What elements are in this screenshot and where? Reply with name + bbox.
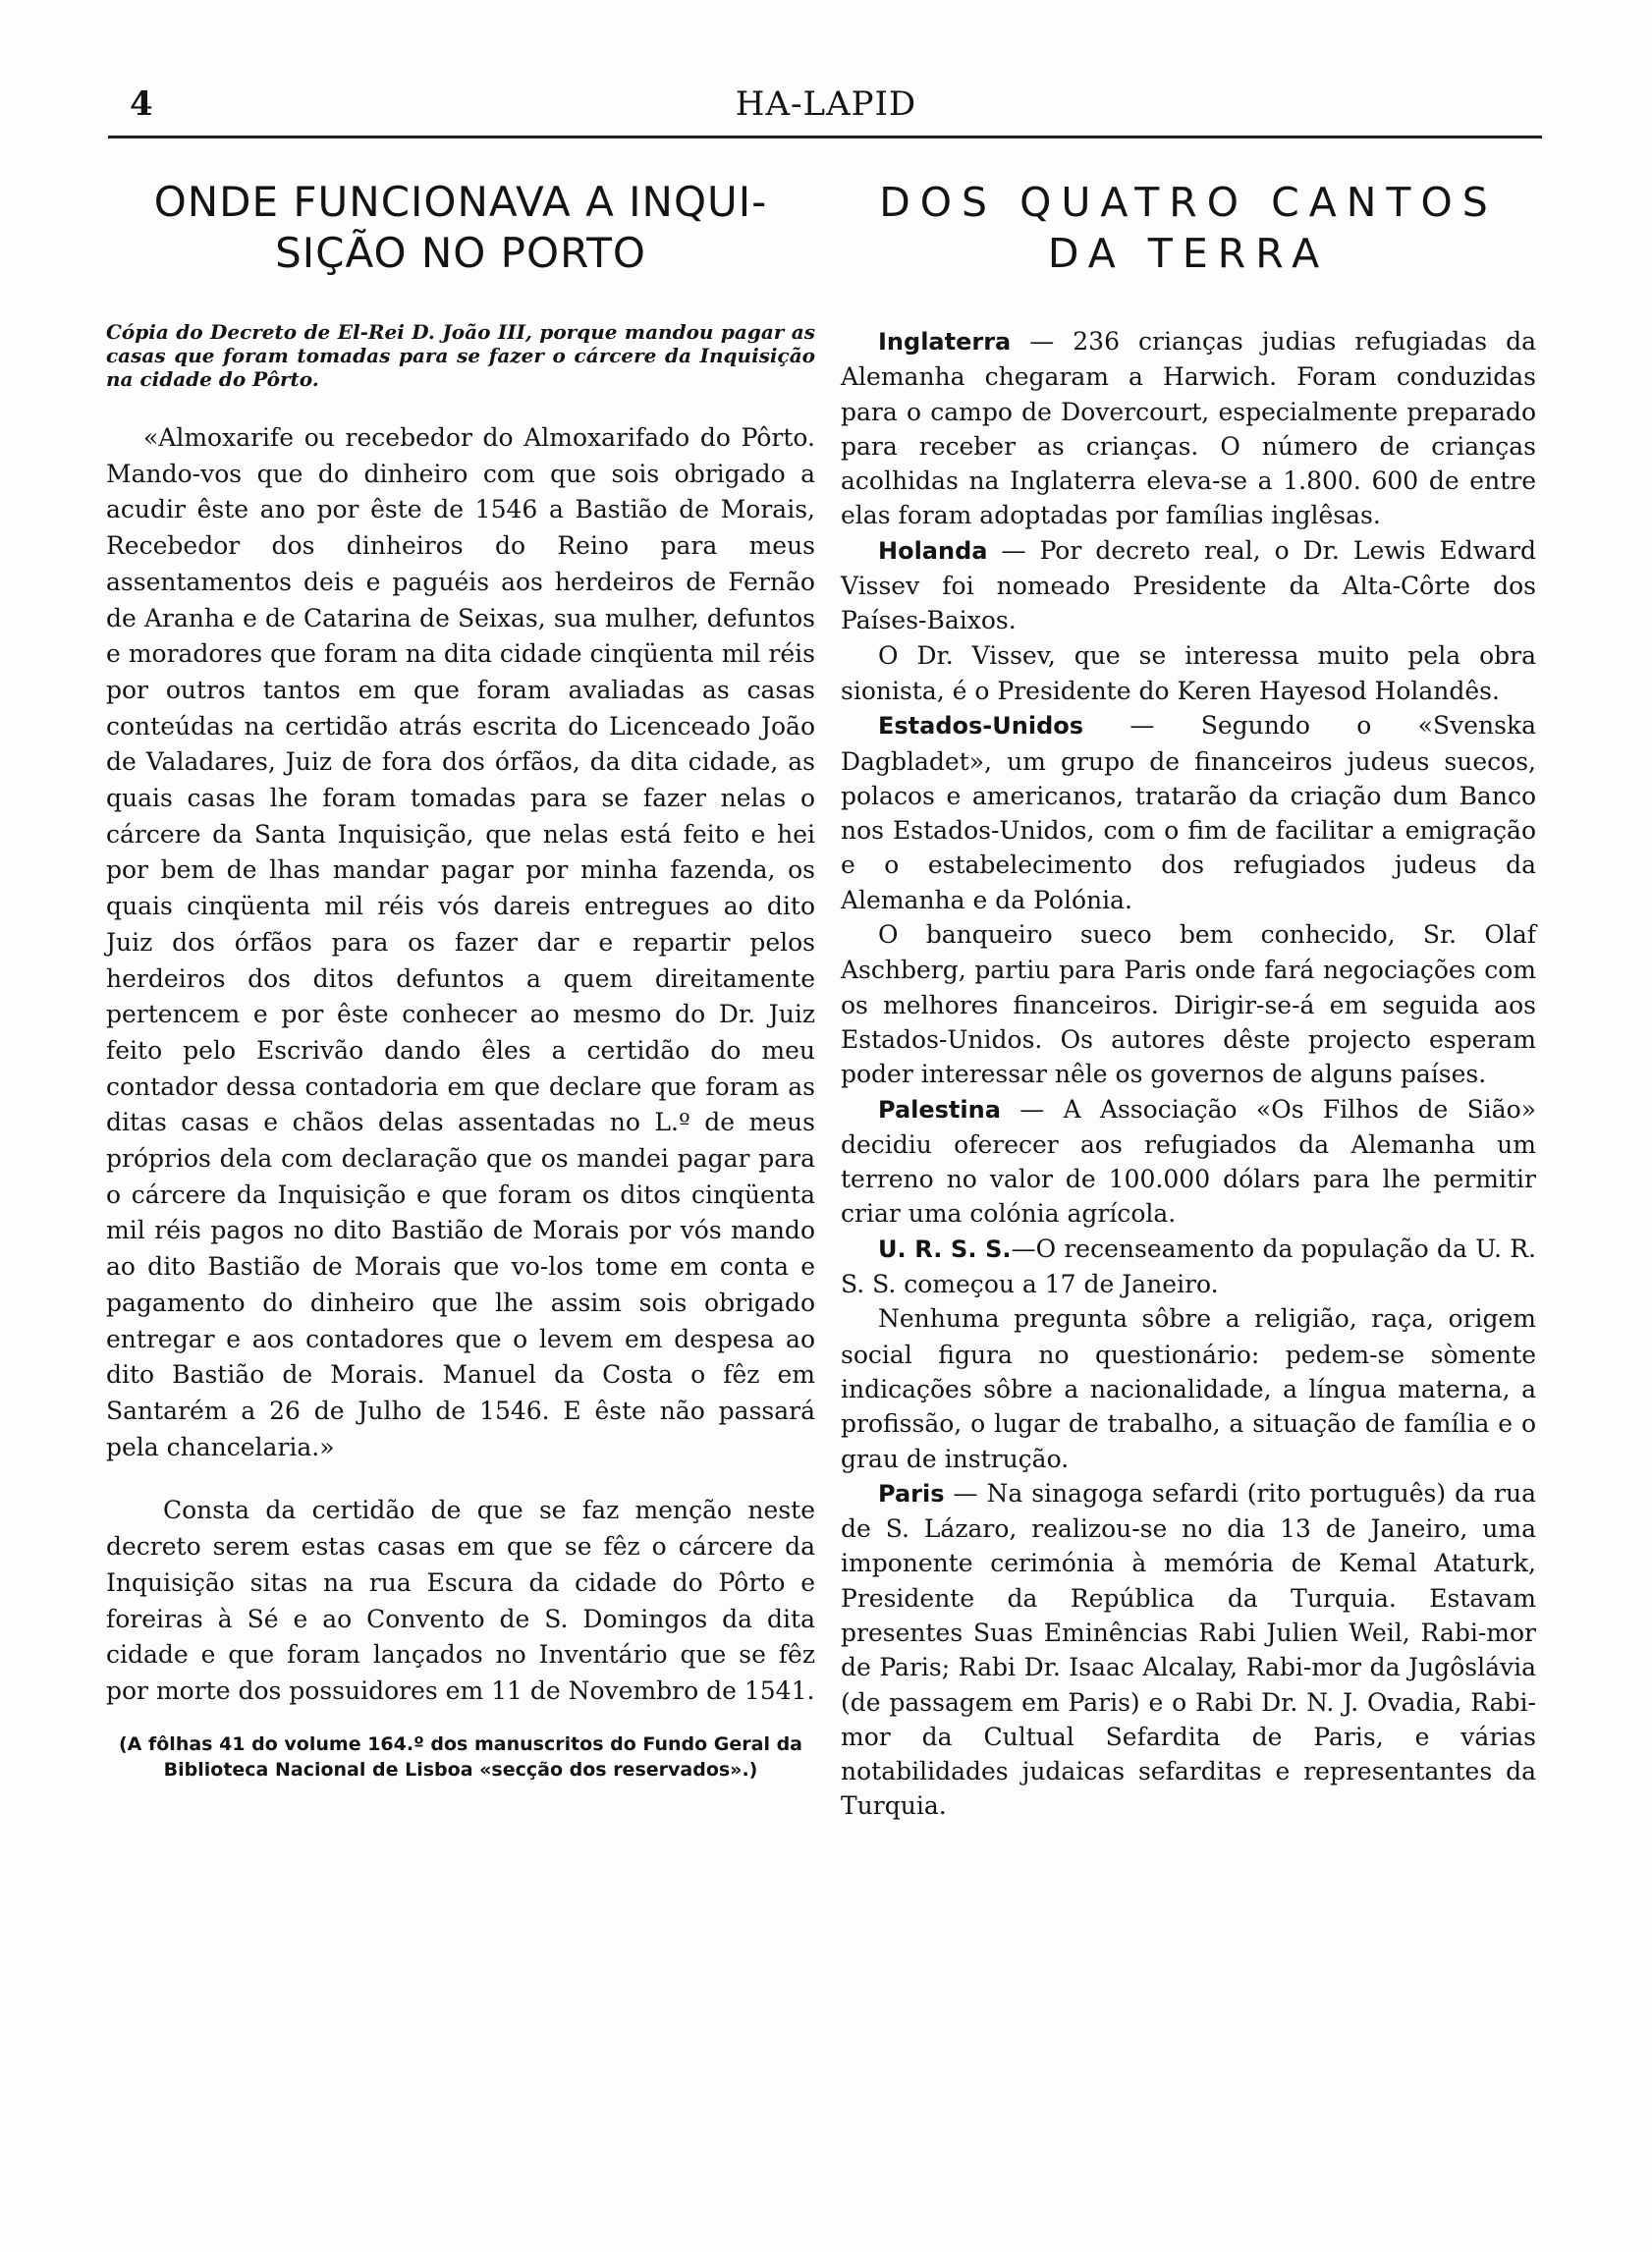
news-text: O recenseamento da população da U. R. S. S. começou a 17 de Janeiro. [841,1234,1536,1299]
news-country: Holanda [878,536,988,565]
right-title-line-2: DA TERRA [1047,230,1330,277]
news-item [841,1092,1536,1232]
news-text: Segundo o «Svenska Dagbladet», um grupo de financeiros judeus suecos, polacos e americanos, tratarão da criação dum Banco nos Estados-Unidos, com o fim de facilitar a emigração e o estabelecimento dos refugiados judeus da Alemanha e da Polónia. [841,711,1536,914]
news-dash: — [1083,711,1201,741]
news-text: Por decreto real, o Dr. Lewis Edward Vissev foi nomeado Presidente da Alta-Côrte dos Países-Baixos. [841,535,1536,635]
news-item [841,1232,1536,1302]
left-column [106,177,815,1783]
news-dash: — [944,1478,987,1508]
news-item [841,324,1536,533]
news-dash: — [1011,327,1074,356]
news-country: Inglaterra [878,328,1012,356]
decree-paragraph: «Almoxarife ou recebedor do Almoxarifado do Pôrto. Mando-vos que do dinheiro com que sois obrigado a acudir êste ano por êste de 1546 a Bastião de Morais, Recebedor dos dinheiros do Reino para meus assentamentos deis e paguéis aos herdeiros de Fernão de Aranha e de Catarina de Seixas, sua mulher, defuntos e moradores que foram na dita cidade cinqüenta mil réis por outros tantos em que foram avaliadas as casas conteúdas na certidão atrás escrita do Licenceado João de Valadares, Juiz de fora dos órfãos, da dita cidade, as quais casas lhe foram tomadas para se fazer nelas o cárcere da Santa Inquisição, que nelas está feito e hei por bem de lhas mandar pagar por minha fazenda, os quais cinqüenta mil réis vós dareis entregues ao dito Juiz dos órfãos para os fazer dar e repartir pelos herdeiros dos ditos defuntos a quem direitamente pertencem e por êste conhecer ao mesmo do Dr. Juiz feito pelo Escrivão dando êles a certidão do meu contador dessa contadoria em que declare que foram as ditas casas e chãos delas assentadas no L.º de meus próprios dela com declaração que os mandei pagar para o cárcere da Inquisição e que foram os ditos cinqüenta mil réis pagos no dito Bastião de Morais por vós mando ao dito Bastião de Morais que vo-los tome em conta e pagamento do dinheiro que lhe assim sois obrigado entregar e aos contadores que o levem em despesa ao dito Bastião de Morais. Manuel da Costa o fêz em Santarém a 26 de Julho de 1546. E êste não passará pela chancelaria.» [106,423,815,1461]
news-item [841,533,1536,638]
left-article-title [106,177,815,279]
news-items [841,324,1536,1824]
left-title-line-1: ONDE FUNCIONAVA A INQUI- [153,178,768,226]
certidao-paragraph: Consta da certidão de que se faz menção neste decreto serem estas casas em que se fêz o cárcere da Inquisição sitas na rua Escura da cidade do Pôrto e foreiras à Sé e ao Convento de S. Domingos da dita cidade e que foram lançados no Inventário que se fêz por morte dos possuidores em 11 de Novembro de 1541. [106,1496,815,1705]
left-title-line-2: SIÇÃO NO PORTO [275,229,646,277]
right-column [841,177,1536,1824]
news-country: Paris [878,1479,945,1508]
news-text: O Dr. Vissev, que se interessa muito pela obra sionista, é o Presidente do Keren Hayesod Holandês. [841,640,1536,705]
news-text: A Associação «Os Filhos de Sião» decidiu oferecer aos refugiados da Alemanha um terreno no valor de 100.000 dólars para lhe permitir criar uma colónia agrícola. [841,1094,1536,1229]
news-text: 236 crianças judias refugiadas da Alemanha chegaram a Harwich. Foram conduzidas para o campo de Dovercourt, especialmente preparado para receber as crianças. O número de crianças acolhidas na Inglaterra eleva-se a 1.800. 600 de entre elas foram adoptadas por famílias inglêsas. [841,327,1536,530]
running-title: HA-LAPID [735,84,917,124]
news-item [841,708,1536,917]
news-text: Na sinagoga sefardi (rito português) da rua de S. Lázaro, realizou-se no dia 13 de Janeiro, uma imponente cerimónia à memória de Kemal Ataturk, Presidente da República da Turquia. Estavam presentes Suas Eminências Rabi Julien Weil, Rabi-mor de Paris; Rabi Dr. Isaac Alcalay, Rabi-mor da Jugôslávia (de passagem em Paris) e o Rabi Dr. N. J. Ovadia, Rabi-mor da Cultual Sefardita de Paris, e várias notabilidades judaicas sefarditas e representantes da Turquia. [841,1478,1536,1821]
header-rule [108,136,1542,138]
news-dash: — [1011,1234,1036,1263]
news-item [841,638,1536,709]
news-item [841,1476,1536,1824]
news-text: Nenhuma pregunta sôbre a religião, raça, origem social figura no questionário: pedem-se sòmente indicações sôbre a nacionalidade, a língua materna, a profissão, o lugar de trabalho, a situação de família e o grau de instrução. [841,1304,1536,1473]
news-item [841,917,1536,1091]
news-country: Estados-Unidos [878,712,1084,741]
news-text: O banqueiro sueco bem conhecido, Sr. Olaf Aschberg, partiu para Paris onde fará negociações com os melhores financeiros. Dirigir-se-á em seguida aos Estados-Unidos. Os autores dêste projecto esperam poder interessar nêle os governos de alguns países. [841,920,1536,1089]
right-title-line-1: DOS QUATRO CANTOS [879,179,1498,226]
page-header [110,84,1542,132]
page-number: 4 [130,84,153,124]
right-article-title [841,177,1536,279]
news-dash: — [1000,1094,1064,1124]
news-item [841,1301,1536,1475]
news-country: U. R. S. S. [878,1235,1012,1263]
news-country: Palestina [878,1095,1001,1124]
source-footnote: (A fôlhas 41 do volume 164.º dos manuscritos do Fundo Geral da Biblioteca Nacional de Lisboa «secção dos reservados».) [118,1732,803,1781]
decree-body [106,420,815,1465]
news-dash: — [987,535,1040,565]
decree-subtitle: Cópia do Decreto de El-Rei D. João III, porque mandou pagar as casas que foram tomadas para se fazer o cárcere da Inquisição na cidade do Pôrto. [106,320,815,391]
